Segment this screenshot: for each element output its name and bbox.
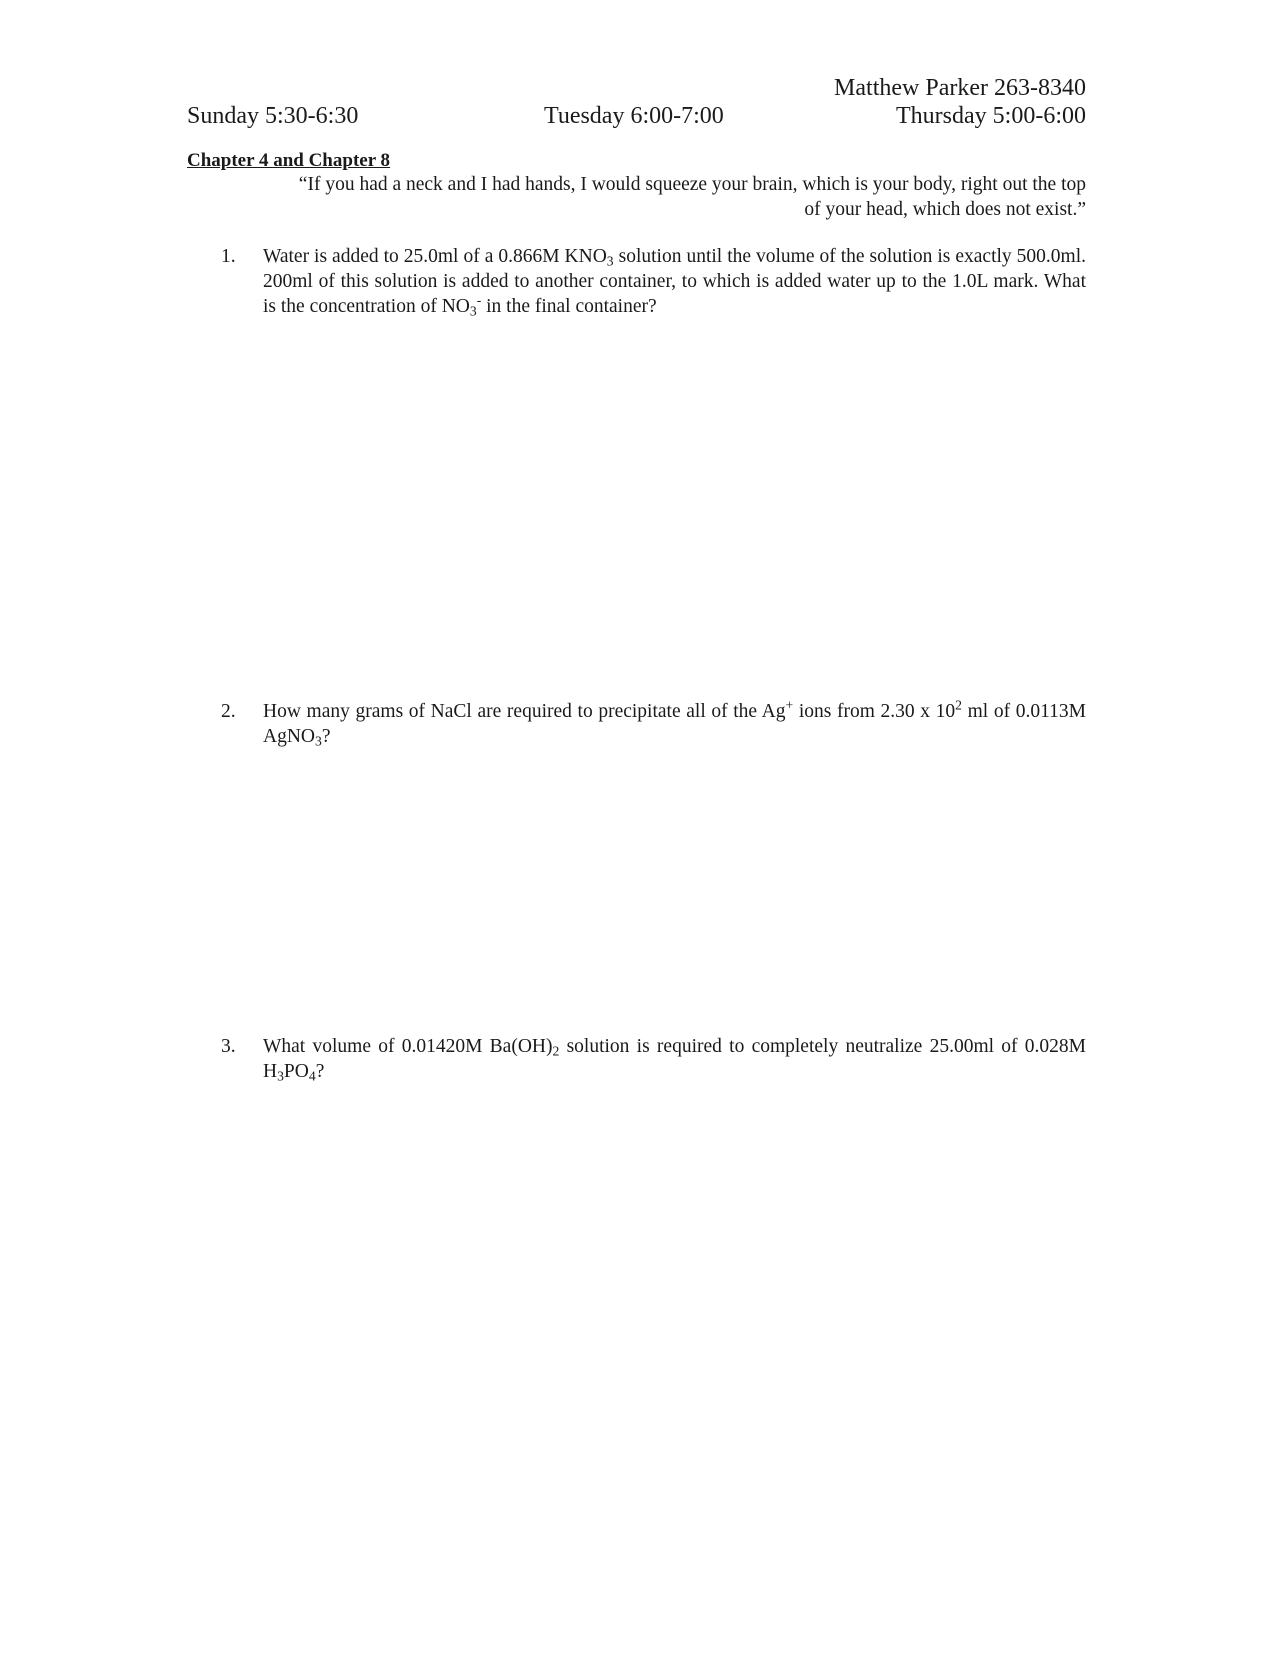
question-text: What volume of 0.01420M $Ba(OH)_2$ solution is required to completely neutralize 25.00ml of 0.028M $H_3PO_4$?: [263, 1036, 1086, 1084]
question-text: Water is added to 25.0ml of a 0.866M $KNO_3$ solution until the volume of the solution is exactly 500.0ml. 200ml of this solution is added to another container, to which is added water up to the 1.0L mark. What is the concentration of $NO_3^-$ in the final container?: [263, 246, 1086, 319]
session-thursday: Thursday 5:00-6:00: [896, 103, 1086, 129]
quote-line-2: of your head, which does not exist.”: [804, 199, 1086, 220]
session-sunday: Sunday 5:30-6:30: [187, 103, 359, 129]
question-number: 3.: [221, 1036, 236, 1057]
chapter-title: Chapter 4 and Chapter 8: [187, 150, 391, 171]
question-text: How many grams of NaCl are required to precipitate all of the Ag+ ions from 2.30 x $10^2$ ml of 0.0113M AgNO$_3$?: [263, 697, 1086, 749]
session-tuesday: Tuesday 6:00-7:00: [544, 103, 724, 129]
question-2: [221, 699, 1086, 749]
question-number: 2.: [221, 701, 236, 722]
quote: [240, 172, 1086, 222]
question-number: 1.: [221, 246, 236, 267]
question-3: [221, 1034, 1086, 1084]
tutor-name-phone: Matthew Parker 263-8340: [834, 75, 1086, 101]
question-1: [221, 244, 1086, 319]
quote-line-1: “If you had a neck and I had hands, I would squeeze your brain, which is your body, right out the top: [298, 174, 1086, 195]
